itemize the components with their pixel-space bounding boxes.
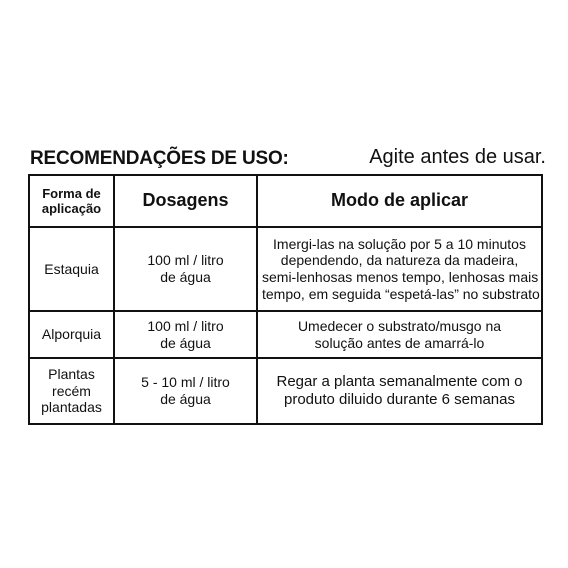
dosage-text: 5 - 10 ml / litro bbox=[141, 374, 230, 391]
shake-before-use-note: Agite antes de usar. bbox=[369, 146, 546, 168]
form-text: plantadas bbox=[41, 399, 102, 416]
form-text: Plantas bbox=[48, 366, 95, 383]
table-row bbox=[29, 311, 542, 358]
mode-cell bbox=[257, 311, 542, 358]
dosage-cell bbox=[114, 311, 257, 358]
dosage-text: de água bbox=[160, 334, 211, 351]
form-cell bbox=[29, 227, 114, 311]
mode-text: Umedecer o substrato/musgo na bbox=[297, 317, 502, 334]
mode-text: tempo, em seguida “espetá-las” no substrato. bbox=[262, 285, 544, 302]
section-title: RECOMENDAÇÕES DE USO: bbox=[30, 148, 289, 169]
column-header-form-line: aplicação bbox=[41, 201, 102, 216]
mode-text: dependendo, da natureza da madeira, bbox=[280, 252, 519, 269]
mode-text: Regar a planta semanalmente com o bbox=[276, 373, 523, 391]
form-cell bbox=[29, 358, 114, 424]
dosage-text: de água bbox=[160, 269, 211, 285]
dosage-text: de água bbox=[160, 391, 211, 407]
dosage-text: 100 ml / litro bbox=[147, 317, 224, 334]
table-header-row bbox=[29, 175, 542, 227]
usage-recommendations-table bbox=[28, 174, 543, 425]
mode-cell bbox=[257, 227, 542, 311]
form-text: Estaquia bbox=[44, 260, 99, 277]
column-header-dosage: Dosagens bbox=[114, 175, 257, 227]
mode-text: produto diluido durante 6 semanas bbox=[284, 391, 515, 408]
form-text: recém bbox=[52, 382, 91, 399]
mode-text: semi-lenhosas menos tempo, lenhosas mais bbox=[262, 269, 539, 285]
usage-header bbox=[30, 146, 546, 172]
mode-text: Imergi-las na solução por 5 a 10 minutos bbox=[273, 235, 526, 252]
dosage-text: 100 ml / litro bbox=[147, 252, 224, 269]
form-text: Alporquia bbox=[41, 326, 102, 343]
column-header-form bbox=[29, 175, 114, 227]
dosage-cell bbox=[114, 227, 257, 311]
mode-cell bbox=[257, 358, 542, 424]
dosage-cell bbox=[114, 358, 257, 424]
column-header-form-line: Forma de bbox=[42, 185, 101, 201]
mode-text: solução antes de amarrá-lo bbox=[314, 334, 485, 351]
table-row bbox=[29, 227, 542, 311]
column-header-mode: Modo de aplicar bbox=[257, 175, 542, 227]
table-row bbox=[29, 358, 542, 424]
form-cell bbox=[29, 311, 114, 358]
